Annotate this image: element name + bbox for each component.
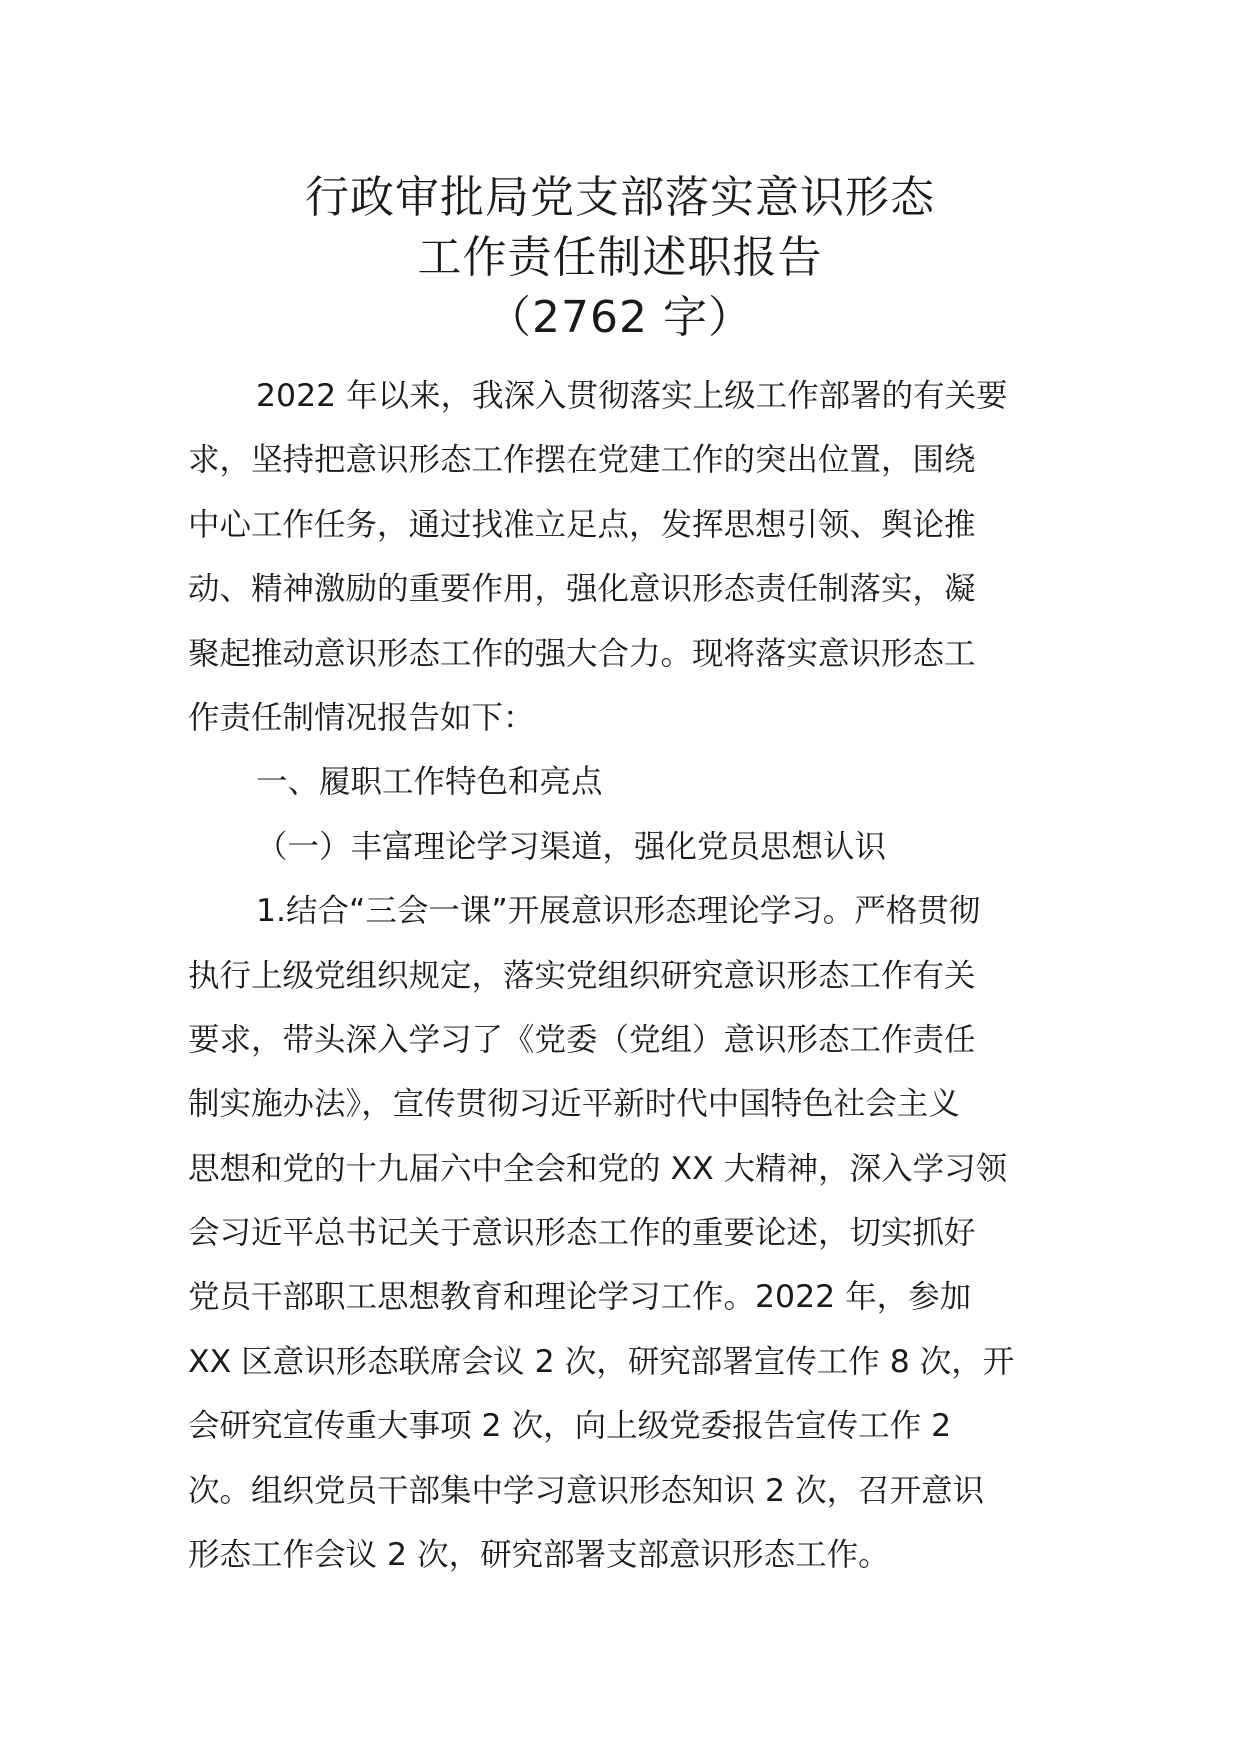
intro-paragraph-line: 2022 年以来，我深入贯彻落实上级工作部署的有关要 [256,378,1008,414]
point-paragraph-line: 次。组织党员干部集中学习意识形态知识 2 次，召开意识 [188,1472,985,1509]
title-line: 行政审批局党支部落实意识形态 [305,172,935,223]
point-paragraph-line: 思想和党的十九届六中全会和党的 XX 大精神，深入学习领 [188,1150,1008,1187]
point-paragraph-line: 党员干部职工思想教育和理论学习工作。2022 年，参加 [188,1279,972,1316]
point-paragraph-line: 执行上级党组织规定，落实党组织研究意识形态工作有关 [188,957,976,994]
document-body [188,364,1054,1587]
word-count: （2762 字） [487,292,753,343]
point-paragraph-line: 要求，带头深入学习了《党委（党组）意识形态工作责任 [188,1021,976,1058]
subsection-heading: （一）丰富理论学习渠道，强化党员思想认识 [256,828,887,865]
intro-paragraph-line: 聚起推动意识形态工作的强大合力。现将落实意识形态工 [188,635,976,672]
point-paragraph-line: 会习近平总书记关于意识形态工作的重要论述，切实抓好 [188,1215,976,1252]
intro-paragraph-line: 作责任制情况报告如下： [188,699,535,736]
point-paragraph-line: 1.结合“三会一课”开展意识形态理论学习。严格贯彻 [256,893,981,930]
point-paragraph-line: 制实施办法》，宣传贯彻习近平新时代中国特色社会主义 [188,1086,960,1123]
title-line: 工作责任制述职报告 [417,232,823,283]
point-paragraph-line: XX 区意识形态联席会议 2 次，研究部署宣传工作 8 次，开 [188,1343,1015,1380]
point-paragraph-line: 形态工作会议 2 次，研究部署支部意识形态工作。 [188,1537,890,1574]
intro-paragraph-line: 求，坚持把意识形态工作摆在党建工作的突出位置，围绕 [188,442,976,479]
point-paragraph-line: 会研究宣传重大事项 2 次，向上级党委报告宣传工作 2 [188,1408,952,1445]
document-title [0,168,1240,348]
intro-paragraph-line: 中心工作任务，通过找准立足点，发挥思想引领、舆论推 [188,506,976,543]
intro-paragraph-line: 动、精神激励的重要作用，强化意识形态责任制落实，凝 [188,571,976,608]
section-heading: 一、履职工作特色和亮点 [256,764,603,801]
